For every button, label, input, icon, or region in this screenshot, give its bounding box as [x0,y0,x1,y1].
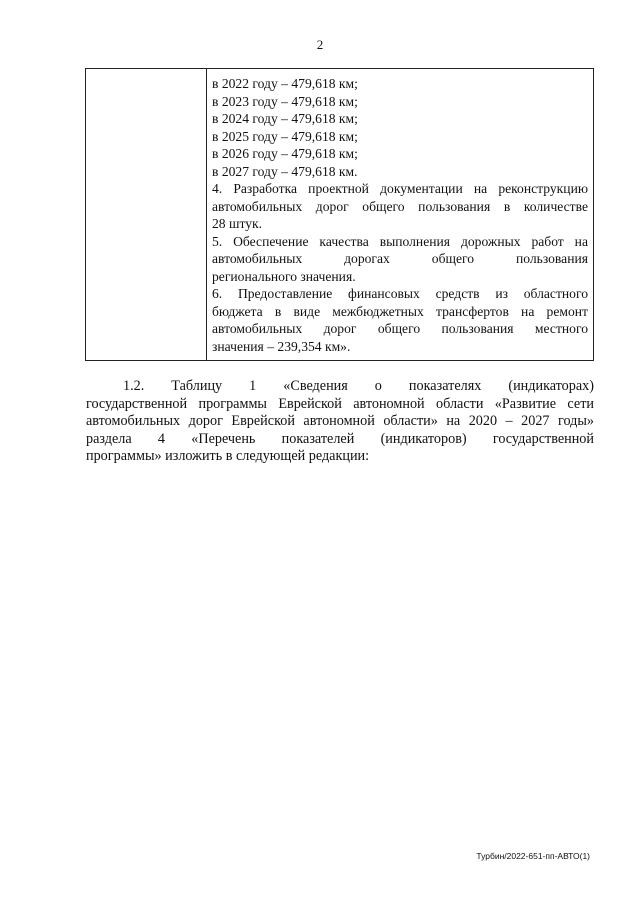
table-line: бюджета в виде межбюджетных трансфертов на ремонт [212,303,588,319]
table-line: в 2022 году – 479,618 км; [212,76,358,91]
table-line: в 2024 году – 479,618 км; [212,111,358,126]
paragraph-line: автомобильных дорог Еврейской автономной области» на 2020 – 2027 годы» [86,413,594,430]
table-line: в 2026 году – 479,618 км; [212,146,358,161]
content-table [85,68,594,361]
paragraph-line: государственной программы Еврейской автономной области «Развитие сети [86,395,594,412]
table-line: значения – 239,354 км». [212,338,351,354]
table-line: автомобильных дорог общего пользования местного [212,321,588,336]
table-line: автомобильных дорог общего пользования в количестве [212,198,588,214]
paragraph-line: 1.2. Таблицу 1 «Сведения о показателях (индикаторах) [123,378,594,394]
table-left-cell [86,69,207,360]
table-line: 4. Разработка проектной документации на реконструкцию [212,181,588,196]
table-line: автомобильных дорогах общего пользования [212,251,588,266]
table-line: в 2025 году – 479,618 км; [212,128,358,144]
table-line: регионального значения. [212,268,356,284]
table-line: 6. Предоставление финансовых средств из областного [212,286,588,301]
table-line: 5. Обеспечение качества выполнения дорожных работ на [212,233,588,249]
amendment-paragraph [86,378,594,466]
document-reference: Турбин/2022-651-пп-АВТО(1) [476,851,590,861]
table-line: 28 штук. [212,216,263,231]
table-line: в 2027 году – 479,618 км. [212,163,358,179]
table-right-cell [207,69,593,360]
paragraph-line: программы» изложить в следующей редакции: [86,448,370,465]
page-number: 2 [316,37,324,52]
paragraph-line: раздела 4 «Перечень показателей (индикаторов) государственной [86,430,594,447]
table-line: в 2023 году – 479,618 км; [212,93,358,109]
